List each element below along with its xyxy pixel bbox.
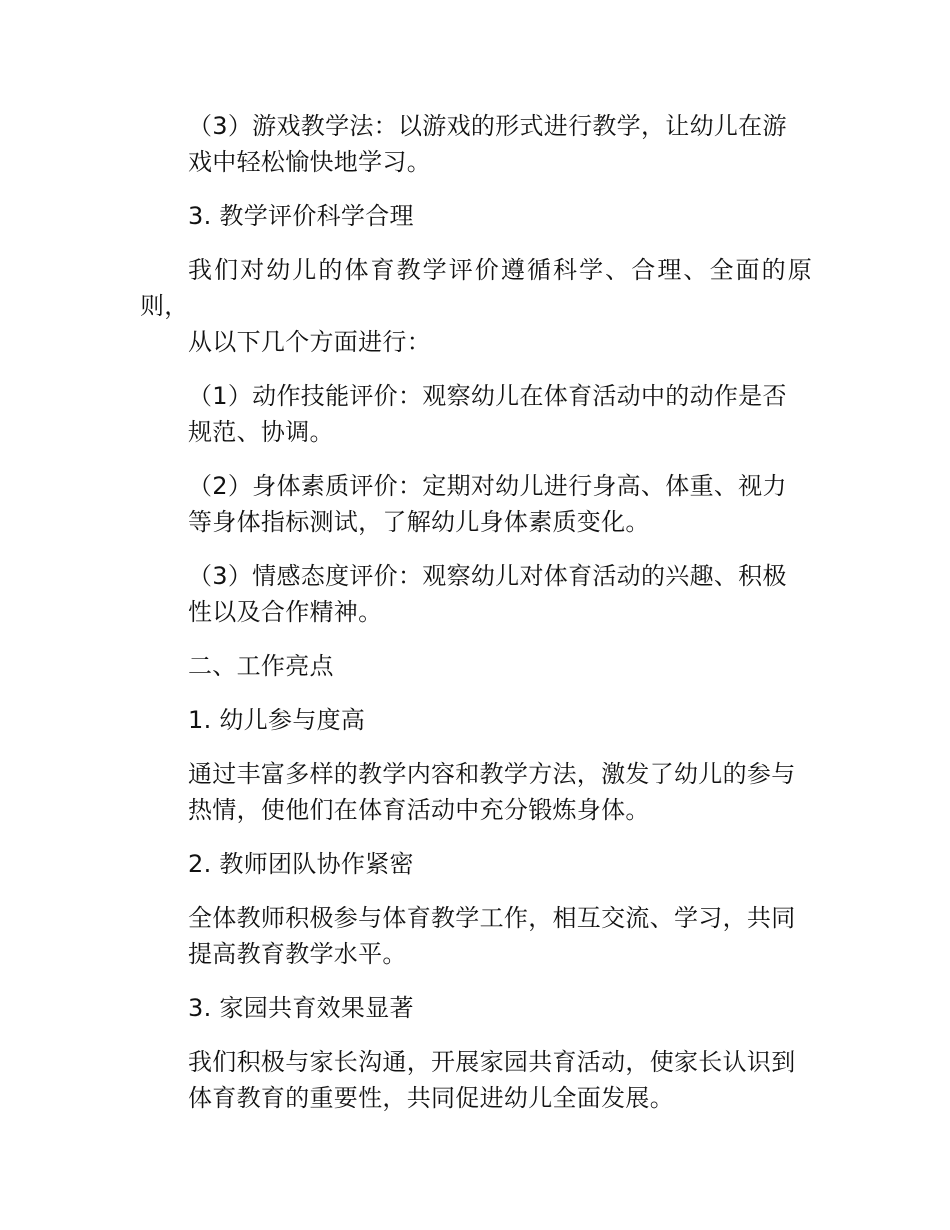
paragraph-line: 提高教育教学水平。 bbox=[188, 940, 407, 968]
paragraph-evaluation-principles bbox=[140, 252, 812, 360]
paragraph-line: 等身体指标测试，了解幼儿身体素质变化。 bbox=[188, 508, 650, 536]
paragraph-line: （3）游戏教学法：以游戏的形式进行教学，让幼儿在游 bbox=[188, 112, 787, 140]
paragraph-line: （1）动作技能评价：观察幼儿在体育活动中的动作是否 bbox=[188, 382, 787, 410]
paragraph-line: 我们积极与家长沟通，开展家园共育活动，使家长认识到 bbox=[188, 1048, 796, 1076]
paragraph-teacher-collaboration bbox=[140, 900, 812, 972]
heading-work-highlights bbox=[140, 648, 812, 684]
paragraph-line: 全体教师积极参与体育教学工作，相互交流、学习，共同 bbox=[188, 904, 796, 932]
heading-text: 2. 教师团队协作紧密 bbox=[188, 850, 414, 878]
heading-child-participation bbox=[140, 702, 812, 738]
paragraph-emotional-attitude-evaluation bbox=[140, 558, 812, 630]
paragraph-line: 通过丰富多样的教学内容和教学方法，激发了幼儿的参与 bbox=[188, 760, 796, 788]
paragraph-line: 热情，使他们在体育活动中充分锻炼身体。 bbox=[188, 796, 650, 824]
document-page bbox=[140, 108, 812, 1134]
heading-teacher-collaboration bbox=[140, 846, 812, 882]
paragraph-line: （2）身体素质评价：定期对幼儿进行身高、体重、视力 bbox=[188, 472, 787, 500]
paragraph-line: 我们对幼儿的体育教学评价遵循科学、合理、全面的原则， bbox=[140, 256, 812, 320]
paragraph-line: 规范、协调。 bbox=[188, 418, 334, 446]
paragraph-child-participation bbox=[140, 756, 812, 828]
paragraph-line: 戏中轻松愉快地学习。 bbox=[188, 148, 431, 176]
heading-home-school-cooperation bbox=[140, 990, 812, 1026]
heading-text: 3. 教学评价科学合理 bbox=[188, 202, 414, 230]
paragraph-line: 体育教育的重要性，共同促进幼儿全面发展。 bbox=[188, 1084, 674, 1112]
heading-text: 1. 幼儿参与度高 bbox=[188, 706, 366, 734]
paragraph-home-school-cooperation bbox=[140, 1044, 812, 1116]
paragraph-line: （3）情感态度评价：观察幼儿对体育活动的兴趣、积极 bbox=[188, 562, 787, 590]
paragraph-motor-skill-evaluation bbox=[140, 378, 812, 450]
paragraph-line: 性以及合作精神。 bbox=[188, 598, 383, 626]
heading-teaching-evaluation bbox=[140, 198, 812, 234]
heading-text: 3. 家园共育效果显著 bbox=[188, 994, 414, 1022]
paragraph-game-teaching-method bbox=[140, 108, 812, 180]
heading-text: 二、工作亮点 bbox=[188, 652, 334, 680]
paragraph-line: 从以下几个方面进行： bbox=[188, 328, 431, 356]
paragraph-physical-quality-evaluation bbox=[140, 468, 812, 540]
